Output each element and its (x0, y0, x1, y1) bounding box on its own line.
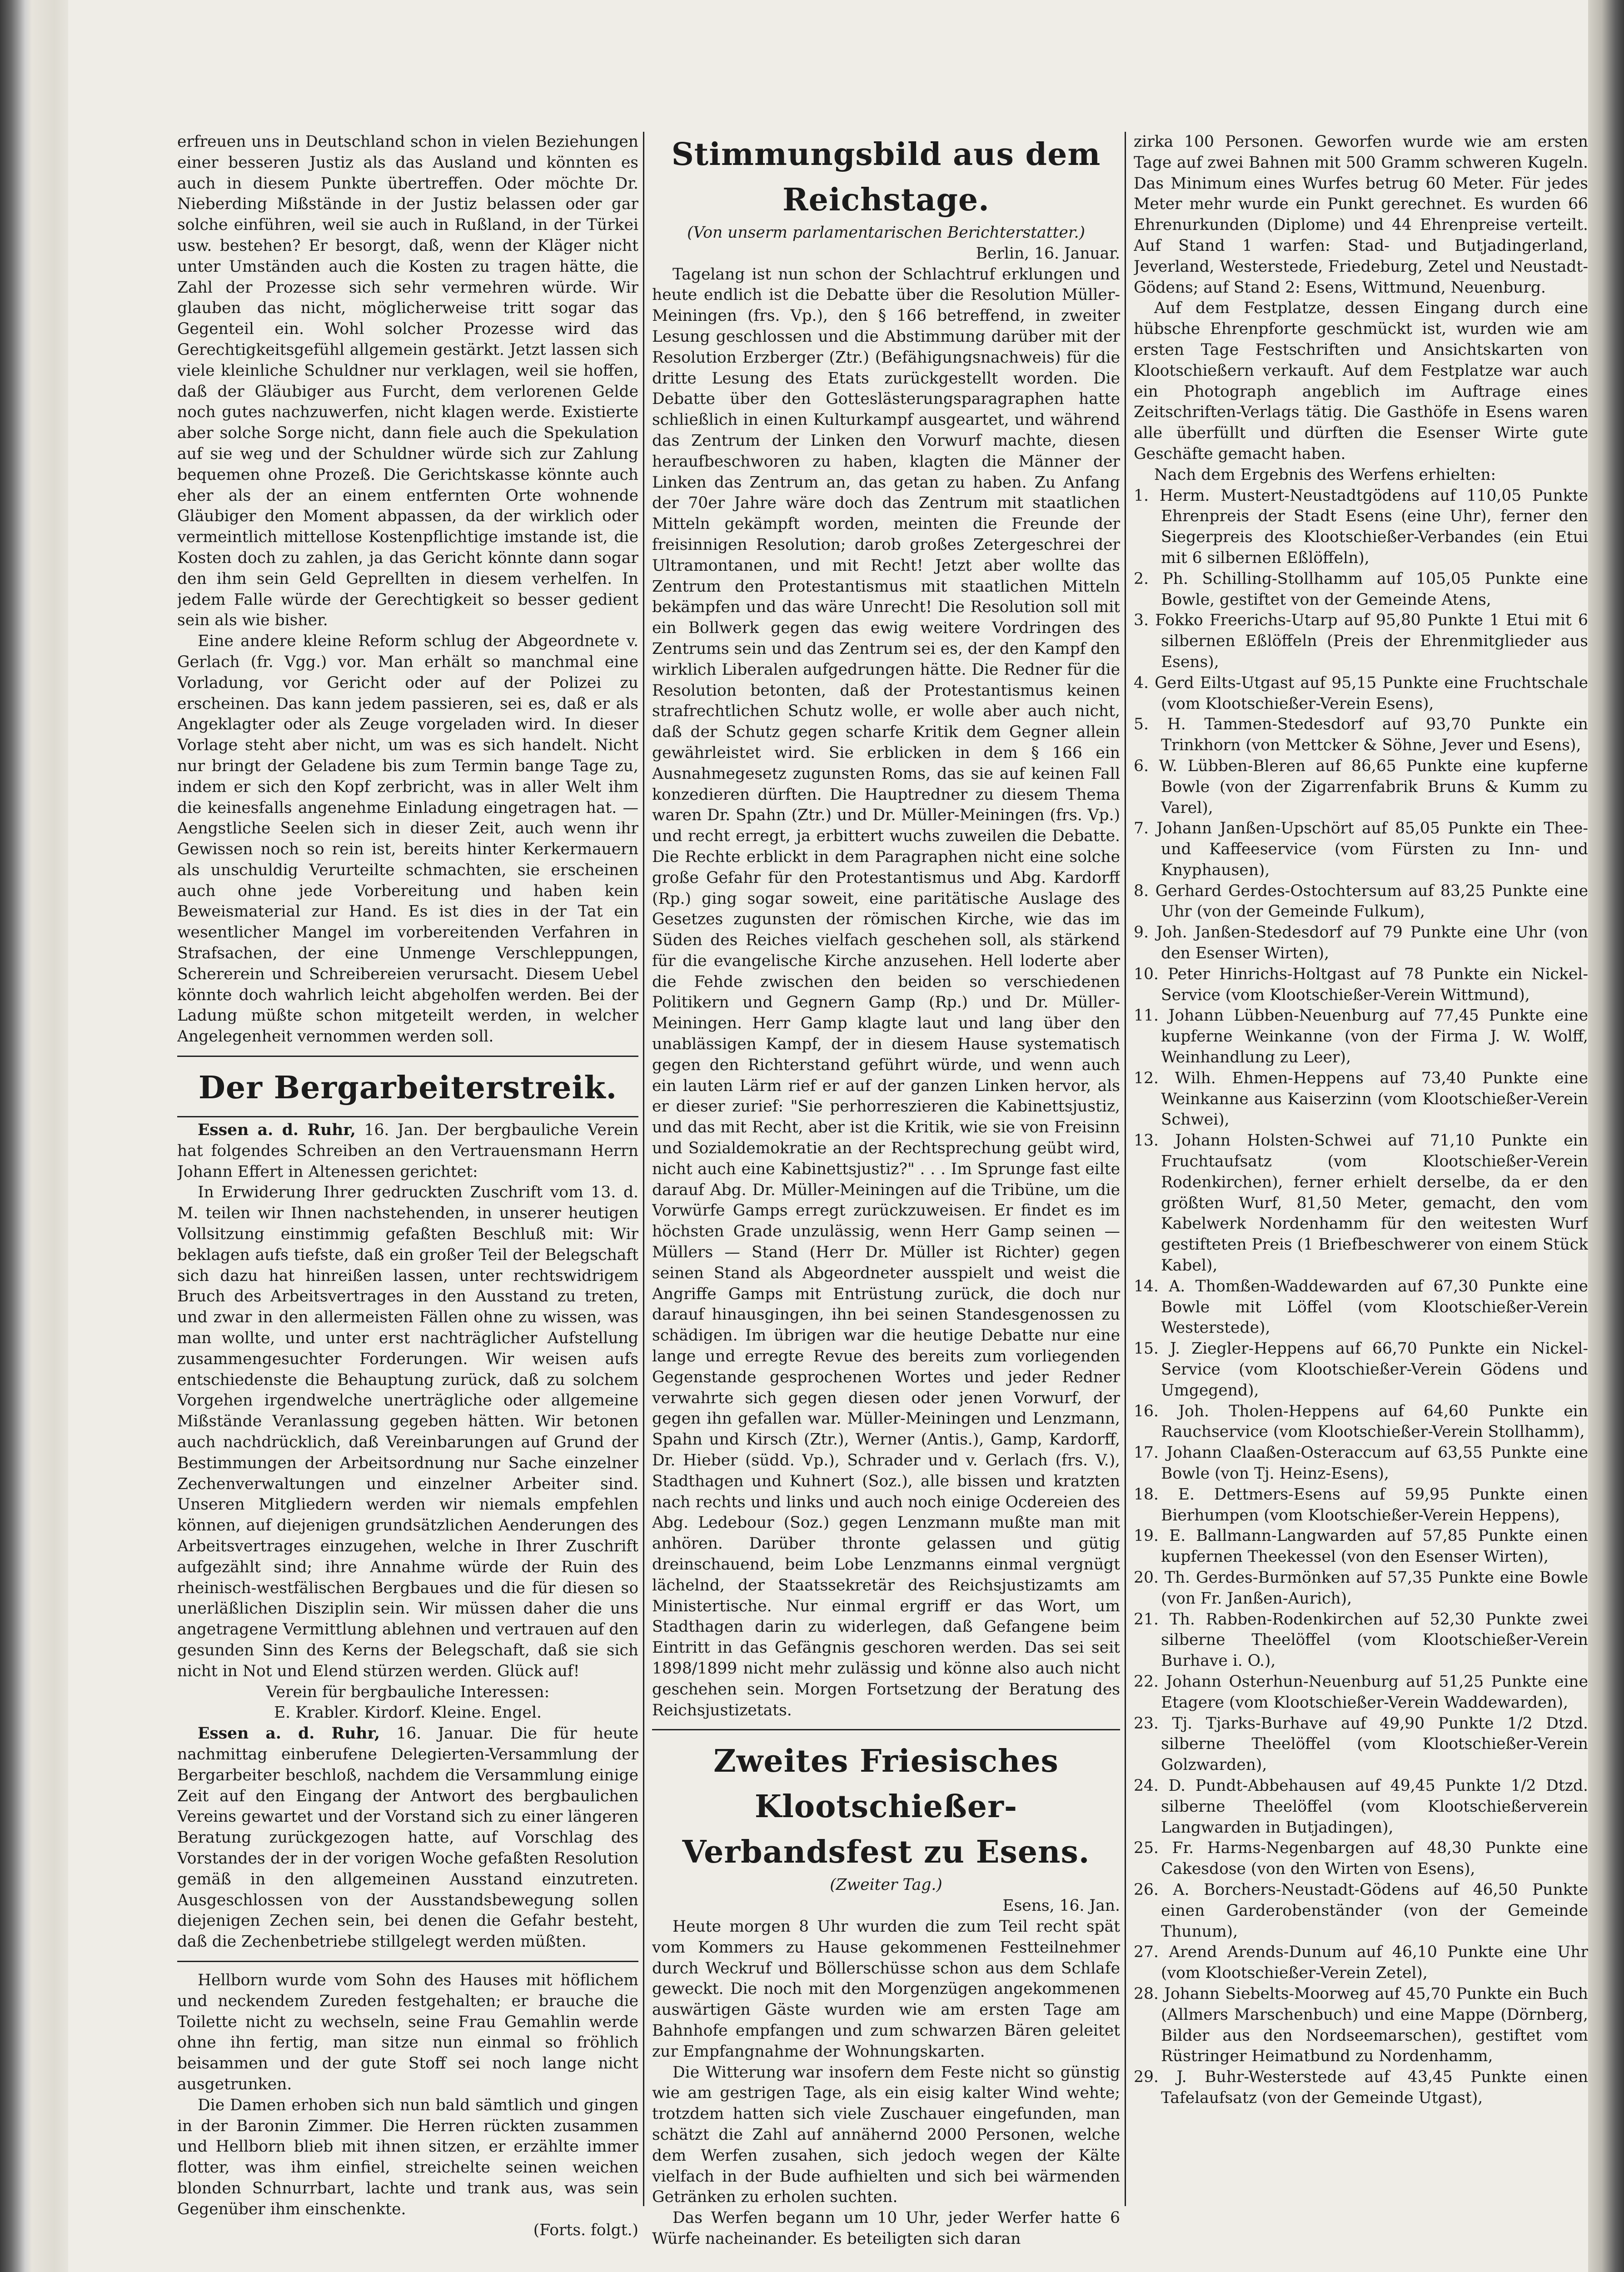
continuation-note: (Forts. folgt.) (533, 2221, 638, 2239)
list-item: 23. Tj. Tjarks-Burhave auf 49,90 Punkte 1/2 Dtzd. silberne Theelöffel (vom Klootschießer-Verein Golzwarden), (1134, 1714, 1588, 1774)
list-item: 13. Johann Holsten-Schwei auf 71,10 Punkte ein Fruchtaufsatz (vom Klootschießer-Verein Rodenkirchen), ferner erhielt derselbe, da er den größten Wurf, 81,50 Meter, gemacht, den vom Kabelwerk Nordenhamm für den weitesten Wurf gestifteten Preis (1 Briefbeschwerer von einem Stück Kabel), (1134, 1131, 1588, 1275)
book-binding-edge (0, 0, 73, 2272)
list-item: 26. A. Borchers-Neustadt-Gödens auf 46,50 Punkte einen Garderobenständer (von der Gemeinde Thunum), (1134, 1880, 1588, 1941)
column-middle (652, 132, 1120, 2250)
dateline: Essen a. d. Ruhr, (198, 1121, 356, 1140)
paragraph: Die Witterung war insofern dem Feste nicht so günstig wie am gestrigen Tage, als ein eisig kalter Wind wehte; trotzdem hatten sich viele Zuschauer eingefunden, man schätzt die Zahl auf annähernd 2000 Personen, welche dem Werfen zusahen, sich jedoch wegen der Kälte vielfach in der Bude aufhielten und sich bei wärmenden Getränken zu erholen suchten. (652, 2063, 1120, 2207)
headline-reichstag: Stimmungsbild aus dem Reichstage. (671, 136, 1101, 218)
list-item: 2. Ph. Schilling-Stollhamm auf 105,05 Punkte eine Bowle, gestiftet von der Gemeinde Atens, (1134, 569, 1588, 609)
list-item: 1. Herm. Mustert-Neustadtgödens auf 110,05 Punkte Ehrenpreis der Stadt Esens (eine Uhr), ferner den Siegerpreis des Klootschießer-Verbandes (ein Etui mit 6 silbernen Eßlöffeln), (1134, 486, 1588, 567)
list-item: 25. Fr. Harms-Negenbargen auf 48,30 Punkte eine Cakesdose (von den Wirten von Esens), (1134, 1839, 1588, 1878)
list-item: 3. Fokko Freerichs-Utarp auf 95,80 Punkte 1 Etui mit 6 silbernen Eßlöffeln (Preis der Ehrenmitglieder aus Esens), (1134, 611, 1588, 671)
headline-bergarbeiterstreik: Der Bergarbeiterstreik. (198, 1070, 618, 1106)
list-item: 12. Wilh. Ehmen-Heppens auf 73,40 Punkte eine Weinkanne aus Kaiserzinn (vom Klootschießer-Verein Schwei), (1134, 1069, 1588, 1129)
subheading: (Von unserm parlamentarischen Berichterstatter.) (687, 224, 1085, 242)
list-item: 5. H. Tammen-Stedesdorf auf 93,70 Punkte ein Trinkhorn (von Mettcker & Söhne, Jever und Esens), (1134, 715, 1588, 755)
list-item: 22. Johann Osterhun-Neuenburg auf 51,25 Punkte eine Etagere (vom Klootschießer-Verein Waddewarden), (1134, 1672, 1588, 1712)
paragraph: erfreuen uns in Deutschland schon in vielen Beziehungen einer besseren Justiz als das Ausland und könnten es auch in diesem Punkte übertreffen. Oder möchte Dr. Nieberding Mißstände in der Justiz belassen oder gar solche einführen, weil sie auch in Rußland, in der Türkei usw. bestehen? Er besorgt, daß, wenn der Kläger nicht unter Umständen auch die Kosten zu tragen hätte, die Zahl der Prozesse sich sehr vermehren würde. Wir glauben das nicht, möglicherweise tritt sogar das Gegenteil ein. Wohl solcher Prozesse wird das Gerechtigkeitsgefühl allgemein gestärkt. Jetzt lassen sich viele kleinliche Schuldner nur verklagen, weil sie hoffen, daß der Gläubiger aus Furcht, dem verlorenen Gelde noch gutes nachzuwerfen, nicht klagen werde. Existierte aber solche Sorge nicht, dann fiele auch die Spekulation auf sie weg und der Schuldner würde sich zur Zahlung bequemen ohne Prozeß. Die Gerichtskasse könnte auch eher als der an einem entfernten Orte wohnende Gläubiger den Moment abpassen, da der wirklich oder vermeintlich mittellose Kostenpflichtige imstande ist, die Kosten doch zu zahlen, ja das Gericht könnte dann sogar den ihm sein Geld Geprellten in diesem verhelfen. In jedem Falle würde der Gerechtigkeit so besser gedient sein als wie bisher. (177, 133, 638, 630)
list-item: 27. Arend Arends-Dunum auf 46,10 Punkte eine Uhr (vom Klootschießer-Verein Zetel), (1134, 1943, 1588, 1983)
paragraph-text: 16. Januar. Die für heute nachmittag einberufene Delegierten-Versammlung der Bergarbeiter beschloß, nachdem die Versammlung einige Zeit auf den Eingang der Antwort des bergbaulichen Vereins gewartet und der Vorstand sich zu einer längeren Beratung zurückgezogen hatte, auf Vorschlag des Vorstandes der in der vorigen Woche gefaßten Resolution gemäß in den allgemeinen Ausstand einzutreten. Ausgeschlossen von der Ausstandsbewegung sollen diejenigen Zechen sein, bei denen die Gefahr besteht, daß die Zechenbetriebe stillgelegt werden müßten. (177, 1724, 638, 1951)
list-item: 29. J. Buhr-Westerstede auf 43,45 Punkte einen Tafelaufsatz (von der Gemeinde Utgast), (1134, 2068, 1588, 2107)
list-item: 15. J. Ziegler-Heppens auf 66,70 Punkte ein Nickel-Service (vom Klootschießer-Verein Gödens und Umgegend), (1134, 1340, 1588, 1400)
paragraph: zirka 100 Personen. Geworfen wurde wie am ersten Tage auf zwei Bahnen mit 500 Gramm schweren Kugeln. Das Minimum eines Wurfes betrug 60 Meter. Für jedes Meter mehr wurde ein Punkt gerechnet. Es wurden 66 Ehrenurkunden (Diplome) und 44 Ehrenpreise verteilt. Auf Stand 1 warfen: Stad- und Butjadingerland, Jeverland, Westerstede, Friedeburg, Zetel und Neustadt-Gödens; auf Stand 2: Esens, Wittmund, Neuenburg. (1134, 133, 1588, 297)
list-item: 9. Joh. Janßen-Stedesdorf auf 79 Punkte eine Uhr (von den Esenser Wirten), (1134, 923, 1588, 963)
list-item: 4. Gerd Eilts-Utgast auf 95,15 Punkte eine Fruchtschale (vom Klootschießer-Verein Esens), (1134, 673, 1588, 713)
signature-line: Verein für bergbauliche Interessen: (266, 1683, 550, 1701)
paragraph: In Erwiderung Ihrer gedruckten Zuschrift vom 13. d. M. teilen wir Ihnen nachstehenden, in unserer heutigen Vollsitzung einstimmig gefaßten Beschluß mit: Wir beklagen aufs tiefste, daß ein großer Teil der Belegschaft sich dazu hat hinreißen lassen, unter rechtswidrigem Bruch des Arbeitsvertrages in den Ausstand zu treten, und zwar in den allermeisten Fällen ohne zu wissen, was man wollte, und unter erst nachträglicher Aufstellung zusammengesuchter Forderungen. Wir weisen aufs entschiedenste die Behauptung zurück, daß zu solchem Vorgehen irgendwelche unerträgliche oder allgemeine Mißstände Veranlassung gegeben hätten. Wir betonen auch nachdrücklich, daß Vereinbarungen auf Grund der Bestimmungen der Arbeitsordnung nur Sache einzelner Zechenverwaltungen und einzelner Arbeiter sind. Unseren Mitgliedern werden wir niemals empfehlen können, auf diejenigen grundsätzlichen Aenderungen des Arbeitsvertrages einzugehen, welche in Ihrer Zuschrift aufgezählt sind; ihre Annahme würde der Ruin des rheinisch-westfälischen Bergbaues und die für diesen so unerläßlichen Disziplin sein. Wir müssen daher die uns angetragene Vermittlung ablehnen und vertrauen auf den gesunden Sinn des Kerns der Belegschaft, daß sie sich nicht in Not und Elend stürzen werden. Glück auf! (177, 1183, 638, 1680)
paragraph: Nach dem Ergebnis des Werfens erhielten: (1154, 465, 1496, 484)
list-item: 18. E. Dettmers-Esens auf 59,95 Punkte einen Bierhumpen (vom Klootschießer-Verein Heppens), (1134, 1485, 1588, 1525)
column-rule-left (643, 132, 644, 2206)
divider (177, 1961, 638, 1962)
headline-klootschiesser: Zweites Friesisches Klootschießer-Verbandsfest zu Esens. (682, 1743, 1090, 1871)
paragraph: Das Werfen begann um 10 Uhr, jeder Werfer hatte 6 Würfe nacheinander. Es beteiligten sich daran (652, 2209, 1120, 2248)
list-item: 28. Johann Siebelts-Moorweg auf 45,70 Punkte ein Buch (Allmers Marschenbuch) und eine Mappe (Dörnberg, Bilder aus den Nordseemarschen), gestiftet vom Rüstringer Heimatbund zu Nordenhamm, (1134, 1984, 1588, 2066)
list-item: 19. E. Ballmann-Langwarden auf 57,85 Punkte einen kupfernen Theekessel (von den Esenser Wirten), (1134, 1527, 1588, 1566)
paragraph: Eine andere kleine Reform schlug der Abgeordnete v. Gerlach (fr. Vgg.) vor. Man erhält so manchmal eine Vorladung, vor Gericht oder auf der Polizei zu erscheinen. Das kann jedem passieren, sei es, daß er als Angeklagter oder als Zeuge vorgeladen wird. In dieser Vorlage steht aber nicht, um was es sich handelt. Nicht nur bringt der Geladene bis zum Termin bange Tage zu, indem er sich den Kopf zerbricht, was in aller Welt ihm die keinesfalls angenehme Einladung eingetragen hat. — Aengstliche Seelen sich in dieser Zeit, auch wenn ihr Gewissen noch so rein ist, bereits hinter Kerkermauern als unschuldig Verurteilte schmachten, sie erscheinen auch ohne jede Vorbereitung und haben kein Beweismaterial zur Hand. Es ist dies in der Tat ein wesentlicher Mangel im vorbereitenden Verfahren in Strafsachen, der eine Unmenge Verschleppungen, Schererein und Schreibereien verursacht. Diesem Uebel könnte doch wahrlich leicht abgeholfen werden. Bei der Ladung müßte schon mitgeteilt werden, in welcher Angelegenheit vernommen werden soll. (177, 632, 638, 1046)
list-item: 10. Peter Hinrichs-Holtgast auf 78 Punkte ein Nickel-Service (vom Klootschießer-Verein Wittmund), (1134, 965, 1588, 1004)
paragraph-text: 16. Jan. Der bergbauliche Verein hat folgendes Schreiben an den Vertrauensmann Herrn Johann Effert in Altenessen gerichtet: (177, 1121, 638, 1181)
paragraph: Heute morgen 8 Uhr wurden die zum Teil recht spät vom Kommers zu Hause gekommenen Festteilnehmer durch Weckruf und Böllerschüsse schon aus dem Schlafe geweckt. Die noch mit den Morgenzügen angekommenen auswärtigen Gäste wurden wie am ersten Tage am Bahnhofe empfangen und zum schwarzen Bären geleitet zur Empfangnahme der Wohnungskarten. (652, 1917, 1120, 2061)
dateline: Berlin, 16. Januar. (976, 244, 1120, 263)
list-item: 6. W. Lübben-Bleren auf 86,65 Punkte eine kupferne Bowle (von der Zigarrenfabrik Bruns & Kumm zu Varel), (1134, 757, 1588, 817)
subheading: (Zweiter Tag.) (830, 1876, 942, 1894)
list-item: 8. Gerhard Gerdes-Ostochtersum auf 83,25 Punkte eine Uhr (von der Gemeinde Fulkum), (1134, 882, 1588, 921)
list-item: 24. D. Pundt-Abbehausen auf 49,45 Punkte 1/2 Dtzd. silberne Theelöffel (vom Klootschießerverein Langwarden in Butjadingen), (1134, 1776, 1588, 1837)
divider (177, 1056, 638, 1057)
paragraph: Die Damen erhoben sich nun bald sämtlich und gingen in der Baronin Zimmer. Die Herren rückten zusammen und Hellborn blieb mit ihnen sitzen, er erzählte immer flotter, was ihm einfiel, streichelte seinen weichen blonden Schnurrbart, lachte und trank aus, was sein Gegenüber ihm einschenkte. (177, 2096, 638, 2218)
divider (177, 1116, 638, 1117)
paragraph: Tagelang ist nun schon der Schlachtruf erklungen und heute endlich ist die Debatte über die Resolution Müller-Meiningen (frs. Vp.), den § 166 betreffend, in zweiter Lesung geschlossen und die Abstimmung darüber mit der Resolution Erzberger (Ztr.) (Befähigungsnachweis) für die dritte Lesung des Etats zurückgestellt worden. Die Debatte über den Gotteslästerungsparagraphen hatte schließlich in einen Kulturkampf ausgeartet, und während das Zentrum der Linken den Vorwurf machte, diesen heraufbeschworen zu haben, klagten die Männer der Linken das Zentrum an, das getan zu haben. Zu Anfang der 70er Jahre wäre doch das Zentrum mit staatlichen Mitteln gekämpft worden, meinten die Freunde der freisinnigen Resolution; darob großes Zetergeschrei der Ultramontanen, und mit Recht! Jetzt aber wollte das Zentrum den Protestantismus mit staatlichen Mitteln bekämpfen und das wäre Unrecht! Die Resolution soll mit ein Bollwerk gegen das ewig weitere Vordringen des Zentrums sein und das Zentrum sei es, der den Kampf den wirklich Liberalen aufgedrungen hätte. Die Redner für die Resolution betonten, daß der Protestantismus keinen strafrechtlichen Schutz wolle, er wolle aber auch nicht, daß der Schutz gegen scharfe Kritik dem Gegner allein gewährleistet wird. Sie erblicken in dem § 166 ein Ausnahmegesetz zugunsten Roms, das sie auf keinen Fall konzedieren dürften. Die Hauptredner zu diesem Thema waren Dr. Spahn (Ztr.) und Dr. Müller-Meiningen (frs. Vp.) und recht erregt, ja erbittert wuchs zuweilen die Debatte. Die Rechte erblickt in dem Paragraphen nicht eine solche große Gefahr für den Protestantismus und Abg. Kardorff (Rp.) ging sogar soweit, eine paritätische Auslage des Gesetzes zugunsten der römischen Kirche, wie das im Süden des Reiches vielfach geschehen soll, als stärkend für die evangelische Kirche anzusehen. Hell loderte aber die Fehde zwischen den beiden so verschiedenen Politikern und Gegnern Gamp (Rp.) und Dr. Müller-Meiningen. Herr Gamp klagte laut und lang über den unablässigen Kampf, der in diesem Hause systematisch gegen den Richterstand geführt würde, und wenn auch ein lauten Lärm rief er auf der ganzen Linken hervor, als er dieser zurief: "Sie perhorreszieren die Kabinettsjustiz, und das mit Recht, aber ist die Kritik, wie sie von Freisinn und Sozialdemokratie an der Rechtsprechung geübt wird, nicht auch eine Kabinettsjustiz?" . . . Im Sprunge fast eilte darauf Abg. Dr. Müller-Meiningen auf die Tribüne, um die Vorwürfe Gamps erregt zurückzuweisen. Er findet es im höchsten Grade unzulässig, wenn Herr Gamp seinen — Müllers — Stand (Herr Dr. Müller ist Richter) gegen seinen Stand als Abgeordneter ausspielt und weist die Angriffe Gamps mit Entrüstung zurück, die doch nur darauf hinausgingen, ihn bei seinen Standesgenossen zu schädigen. Im übrigen war die heutige Debatte nur eine lange und erregte Revue des bereits zum vorliegenden Gegenstande gesprochenen Wortes und jeder Redner verwahrte sich gegen diesen oder jenen Vorwurf, der gegen ihn gefallen war. Müller-Meiningen und Lenzmann, Spahn und Kirsch (Ztr.), Werner (Antis.), Gamp, Kardorff, Dr. Hieber (südd. Vp.), Schrader und v. Gerlach (frs. V.), Stadthagen und Kuhnert (Soz.), alle bissen und kratzten nach rechts und links und auch noch einige Ocdereien des Abg. Ledebour (Soz.) gegen Lenzmann mußte man mit anhören. Darüber thronte gelassen und gütig dreinschauend, beim Lobe Lenzmanns einmal vergnügt lächelnd, der Staatssekretär des Reichsjustizamts am Ministertische. Nur einmal ergriff er das Wort, um Stadthagen darin zu widerlegen, daß Gefangene beim Eintritt in das Gefängnis geschoren werden. Das sei seit 1898/1899 nicht mehr zulässig und könne also auch nicht geschehen sein. Morgen Fortsetzung der Beratung des Reichsjustizetats. (652, 265, 1120, 1719)
list-item: 16. Joh. Tholen-Heppens auf 64,60 Punkte ein Rauchservice (vom Klootschießer-Verein Stollhamm), (1134, 1402, 1588, 1441)
signature-line: E. Krabler. Kirdorf. Kleine. Engel. (274, 1704, 542, 1722)
paragraph: Auf dem Festplatze, dessen Eingang durch eine hübsche Ehrenpforte geschmückt ist, wurden wie am ersten Tage Festschriften und Ansichtskarten von Klootschießern verkauft. Auf dem Festplatze war auch ein Photograph angeblich im Auftrage eines Zeitschriften-Verlags tätig. Die Gasthöfe in Esens waren alle überfüllt und dürften die Esenser Wirte gute Geschäfte gemacht haben. (1134, 299, 1588, 463)
divider (652, 1729, 1120, 1730)
paragraph (177, 1120, 638, 1182)
dateline: Esens, 16. Jan. (1002, 1897, 1120, 1915)
dateline: Essen a. d. Ruhr, (198, 1724, 380, 1743)
paragraph (177, 1724, 638, 1953)
book-right-edge (1588, 0, 1624, 2272)
list-item: 20. Th. Gerdes-Burmönken auf 57,35 Punkte eine Bowle (von Fr. Janßen-Aurich), (1134, 1568, 1588, 1608)
column-left (177, 132, 638, 2241)
list-item: 21. Th. Rabben-Rodenkirchen auf 52,30 Punkte zwei silberne Theelöffel (vom Klootschießer-Verein Burhave i. O.), (1134, 1610, 1588, 1670)
column-rule-right (1125, 132, 1126, 2206)
results-list (1134, 486, 1588, 2109)
list-item: 17. Johann Claaßen-Osteraccum auf 63,55 Punkte eine Bowle (von Tj. Heinz-Esens), (1134, 1444, 1588, 1483)
list-item: 11. Johann Lübben-Neuenburg auf 77,45 Punkte eine kupferne Weinkanne (von der Firma J. W. Wolff, Weinhandlung zu Leer), (1134, 1006, 1588, 1067)
column-right (1134, 132, 1588, 2109)
list-item: 14. A. Thomßen-Waddewarden auf 67,30 Punkte eine Bowle mit Löffel (vom Klootschießer-Verein Westerstede), (1134, 1277, 1588, 1337)
list-item: 7. Johann Janßen-Upschört auf 85,05 Punkte ein Thee- und Kaffeeservice (vom Fürsten zu Inn- und Knyphausen), (1134, 819, 1588, 879)
paragraph: Hellborn wurde vom Sohn des Hauses mit höflichem und neckendem Zureden festgehalten; er brauche die Toilette nicht zu wechseln, seine Frau Gemahlin werde ohne ihn fertig, man sitze nun einmal so fröhlich beisammen und der gute Stoff sei noch lange nicht ausgetrunken. (177, 1971, 638, 2093)
